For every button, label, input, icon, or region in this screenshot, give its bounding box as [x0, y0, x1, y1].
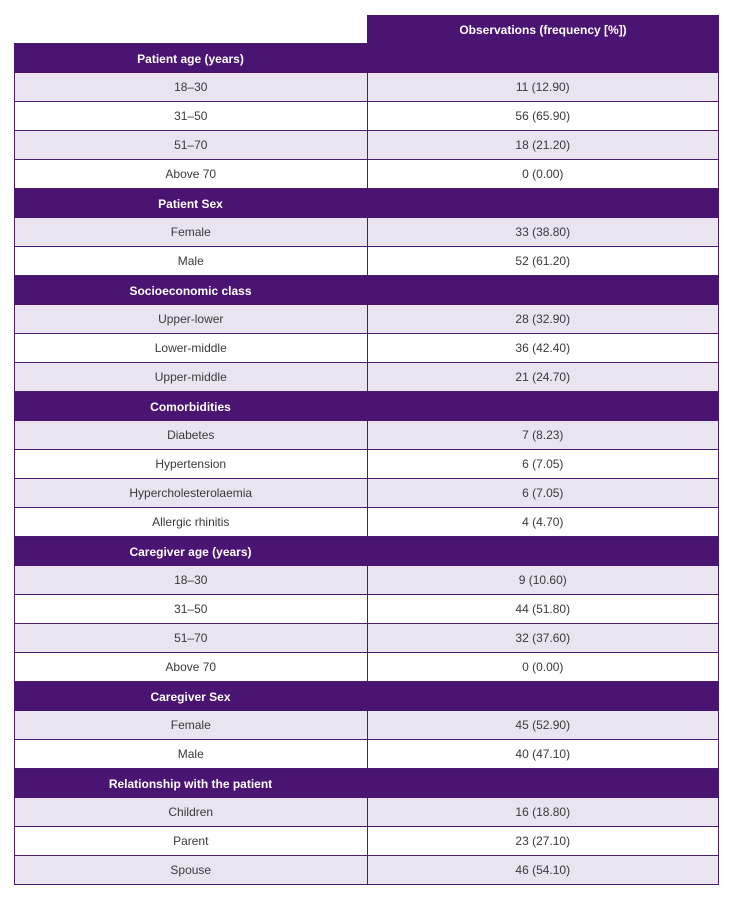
- table-row: [14, 363, 719, 392]
- row-label: 51–70: [174, 631, 208, 645]
- row-value: 52 (61.20): [367, 247, 719, 275]
- row-label: Hypercholesterolaemia: [129, 486, 253, 500]
- demographics-table: [14, 15, 719, 885]
- row-label: Female: [170, 718, 211, 732]
- row-value: 33 (38.80): [367, 218, 719, 246]
- table-row: [14, 131, 719, 160]
- row-value: 44 (51.80): [367, 595, 719, 623]
- row-value: 9 (10.60): [367, 566, 719, 594]
- table-row: [14, 508, 719, 537]
- table-row: [14, 421, 719, 450]
- row-value: 21 (24.70): [367, 363, 719, 391]
- section-header-row: [14, 276, 719, 305]
- table-row: [14, 73, 719, 102]
- row-label: Above 70: [165, 167, 217, 181]
- table-row: [14, 653, 719, 682]
- table-body: [14, 44, 719, 885]
- row-label: Upper-lower: [158, 312, 224, 326]
- table-row: [14, 218, 719, 247]
- header-empty-cell: [14, 15, 367, 44]
- table-row: [14, 450, 719, 479]
- row-value: 11 (12.90): [367, 73, 719, 101]
- row-value: 23 (27.10): [367, 827, 719, 855]
- row-label: Lower-middle: [154, 341, 227, 355]
- section-title: Caregiver Sex: [150, 689, 231, 704]
- row-label: 18–30: [174, 80, 208, 94]
- row-label: 51–70: [174, 138, 208, 152]
- table-row: [14, 740, 719, 769]
- table-row: [14, 305, 719, 334]
- section-header-row: [14, 537, 719, 566]
- row-label: Above 70: [165, 660, 217, 674]
- table-row: [14, 624, 719, 653]
- row-value: 6 (7.05): [367, 450, 719, 478]
- section-header-row: [14, 44, 719, 73]
- row-value: 0 (0.00): [367, 160, 719, 188]
- row-value: 32 (37.60): [367, 624, 719, 652]
- row-value: 46 (54.10): [367, 856, 719, 884]
- row-value: 45 (52.90): [367, 711, 719, 739]
- table-row: [14, 247, 719, 276]
- table-row: [14, 334, 719, 363]
- section-empty-cell: [367, 44, 719, 73]
- row-label: Upper-middle: [154, 370, 227, 384]
- row-value: 4 (4.70): [367, 508, 719, 536]
- row-label: Children: [168, 805, 214, 819]
- row-value: 6 (7.05): [367, 479, 719, 507]
- section-empty-cell: [367, 537, 719, 566]
- row-value: 36 (42.40): [367, 334, 719, 362]
- row-label: Male: [177, 747, 204, 761]
- section-empty-cell: [367, 189, 719, 218]
- row-label: Female: [170, 225, 211, 239]
- section-title: Relationship with the patient: [108, 776, 273, 791]
- section-empty-cell: [367, 769, 719, 798]
- row-label: 31–50: [174, 602, 208, 616]
- row-label: Diabetes: [167, 428, 215, 442]
- row-value: 40 (47.10): [367, 740, 719, 768]
- table-row: [14, 102, 719, 131]
- section-title: Comorbidities: [150, 399, 231, 414]
- section-empty-cell: [367, 682, 719, 711]
- table-row: [14, 711, 719, 740]
- section-title: Patient age (years): [137, 51, 244, 66]
- row-label: Hypertension: [155, 457, 227, 471]
- table-row: [14, 479, 719, 508]
- row-label: 18–30: [174, 573, 208, 587]
- row-value: 18 (21.20): [367, 131, 719, 159]
- table-row: [14, 827, 719, 856]
- table-header-row: [14, 15, 719, 44]
- row-label: Allergic rhinitis: [152, 515, 230, 529]
- section-title: Patient Sex: [158, 196, 223, 211]
- row-label: Spouse: [170, 863, 212, 877]
- section-header-row: [14, 392, 719, 421]
- section-header-row: [14, 769, 719, 798]
- section-header-row: [14, 189, 719, 218]
- row-value: 56 (65.90): [367, 102, 719, 130]
- section-title: Caregiver age (years): [129, 544, 252, 559]
- row-label: 31–50: [174, 109, 208, 123]
- table-row: [14, 798, 719, 827]
- row-value: 28 (32.90): [367, 305, 719, 333]
- table-row: [14, 566, 719, 595]
- section-empty-cell: [367, 392, 719, 421]
- table-row: [14, 856, 719, 885]
- row-value: 0 (0.00): [367, 653, 719, 681]
- row-label: Male: [177, 254, 204, 268]
- section-title: Socioeconomic class: [129, 283, 252, 298]
- row-value: 16 (18.80): [367, 798, 719, 826]
- section-empty-cell: [367, 276, 719, 305]
- table-row: [14, 160, 719, 189]
- table-row: [14, 595, 719, 624]
- row-label: Parent: [173, 834, 209, 848]
- column-header: Observations (frequency [%]): [367, 15, 719, 44]
- row-value: 7 (8.23): [367, 421, 719, 449]
- section-header-row: [14, 682, 719, 711]
